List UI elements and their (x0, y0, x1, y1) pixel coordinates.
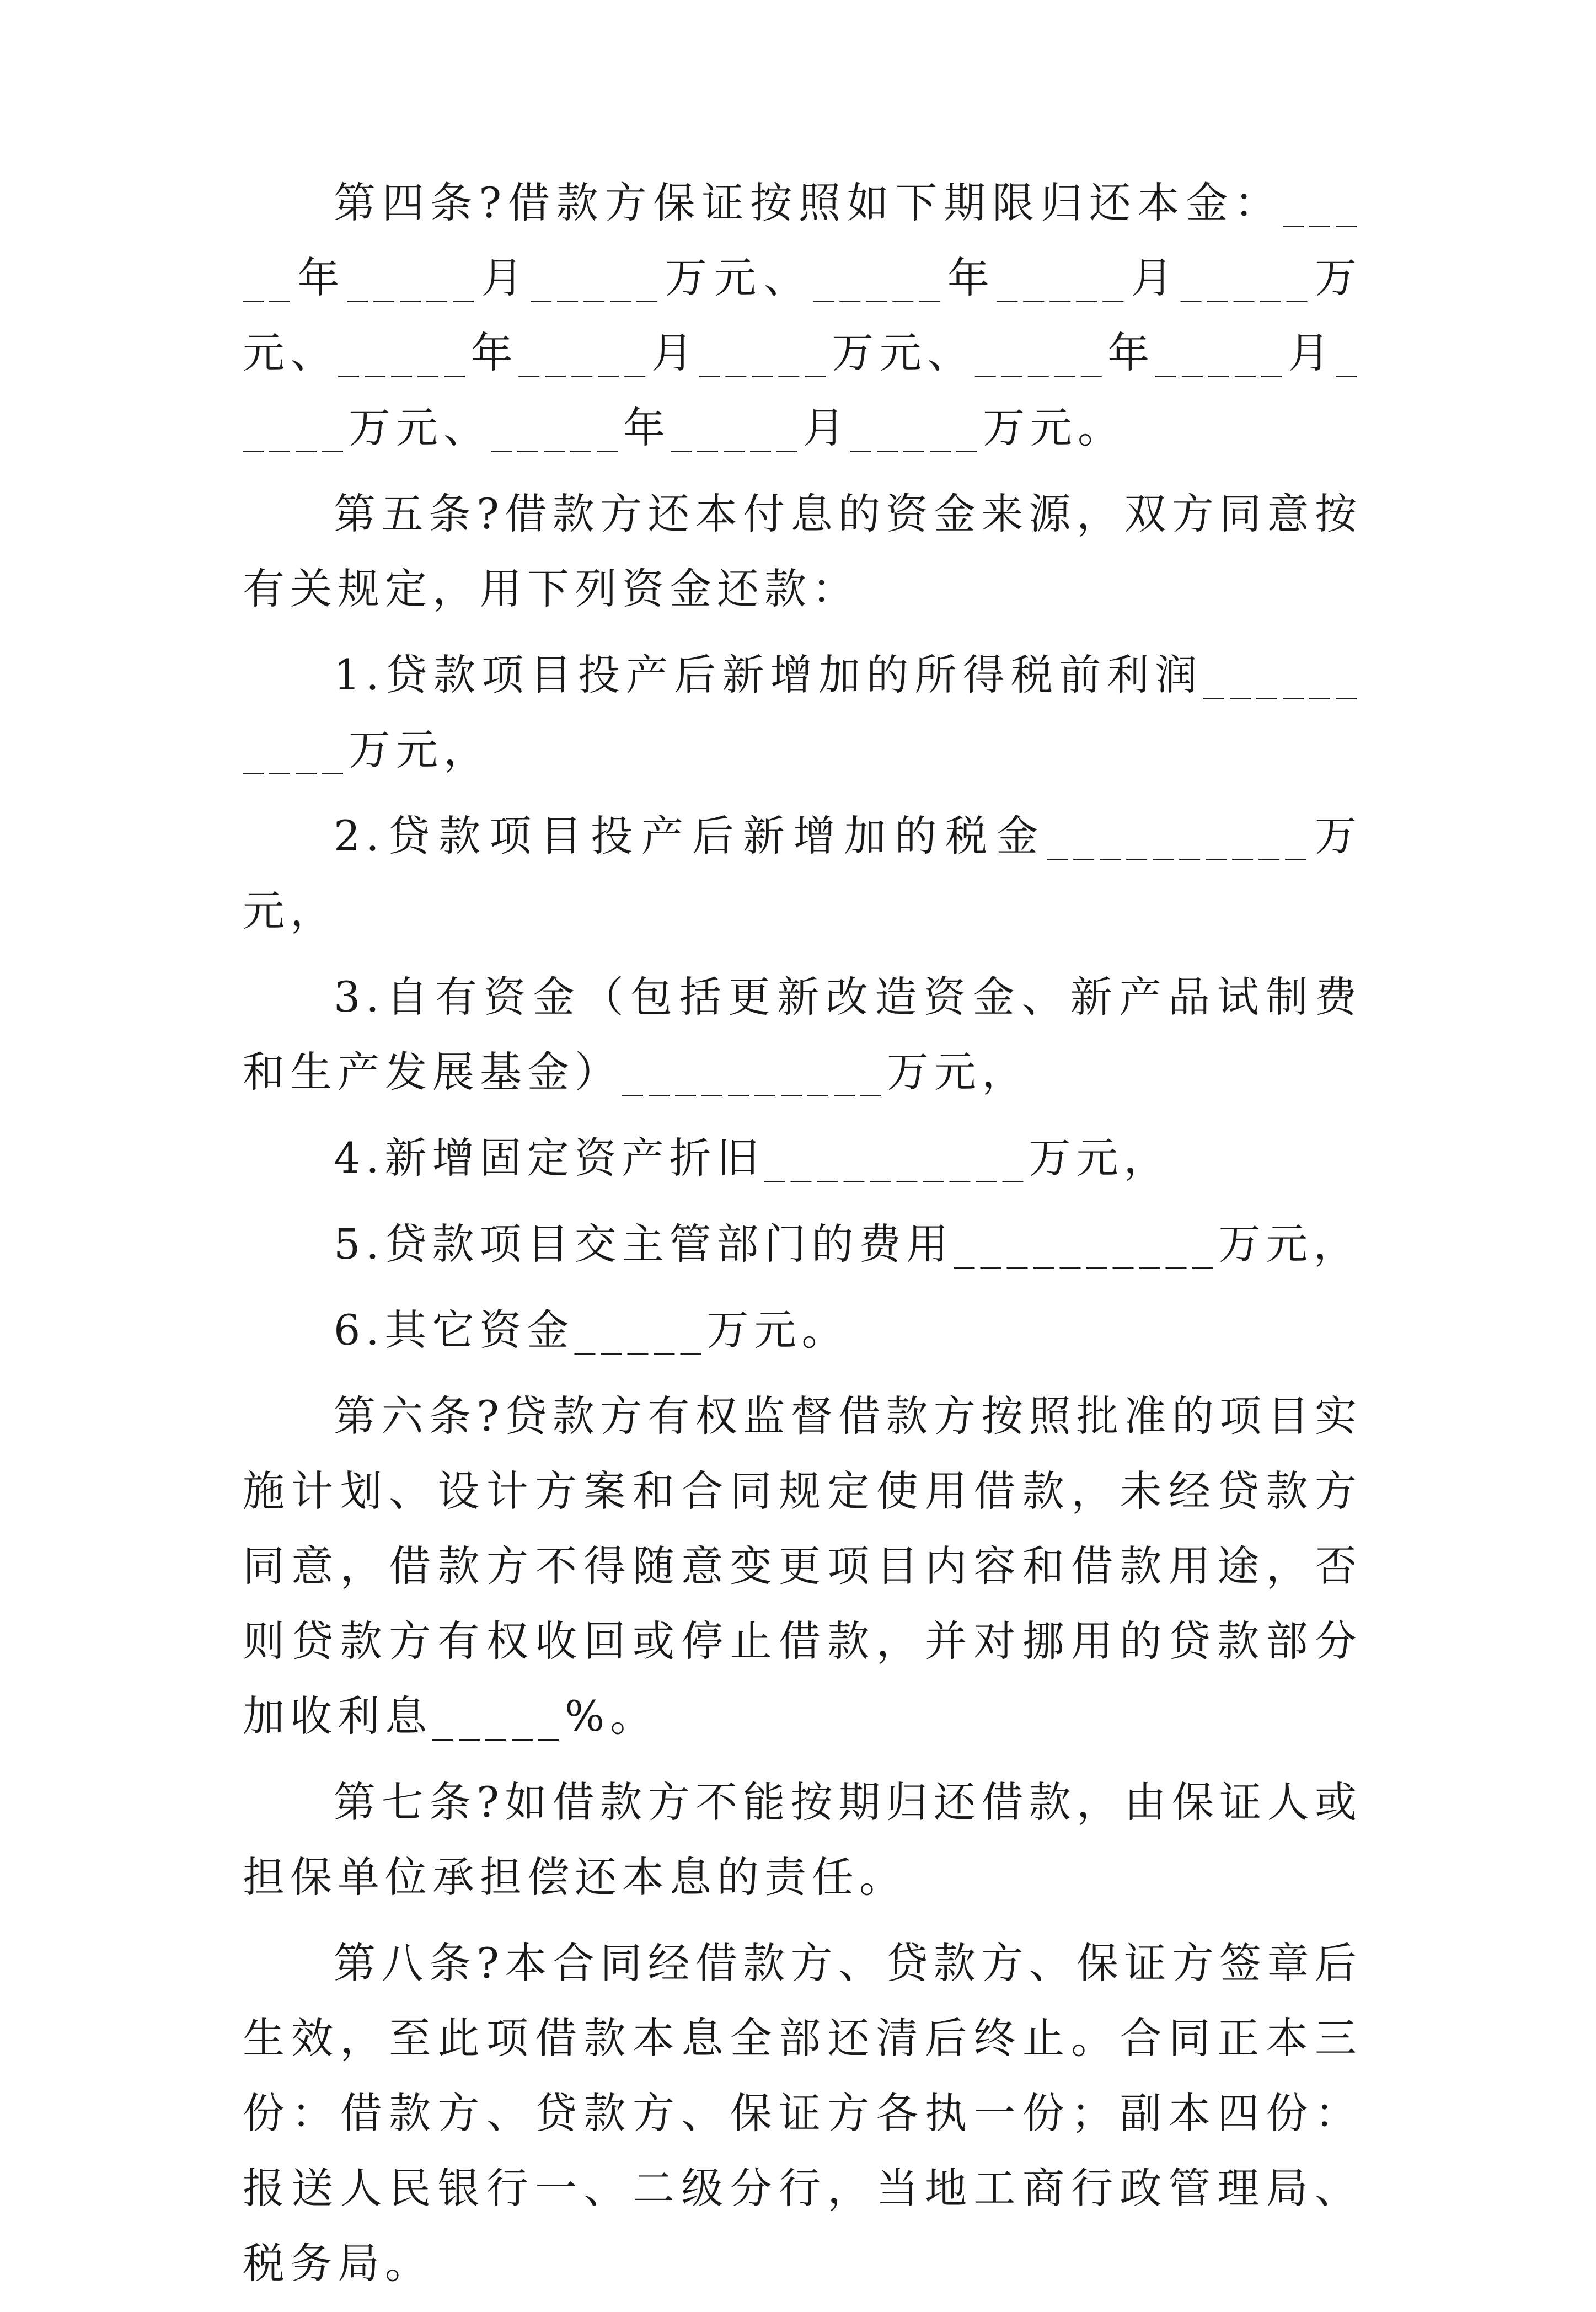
funding-item-5: 5.贷款项目交主管部门的费用__________万元， (334, 1219, 1361, 1269)
article-4-paragraph: 第四条?借款方保证按照如下期限归还本金：_____年_____月_____万元、_____年_____月_____万元、_____年_____月_____万元、_____年_____月_____万元、_____年_____月_____万元。 (243, 178, 1362, 452)
funding-item-2: 2.贷款项目投产后新增加的税金__________万元， (243, 811, 1362, 935)
document-page (243, 165, 1362, 2312)
article-8-paragraph: 第八条?本合同经借款方、贷款方、保证方签章后生效，至此项借款本息全部还清后终止。合同正本三份：借款方、贷款方、保证方各执一份；副本四份：报送人民银行一、二级分行，当地工商行政管理局、税务局。 (243, 1939, 1362, 2288)
funding-item-1: 1.贷款项目投产后新增加的所得税前利润__________万元， (243, 650, 1362, 774)
funding-item-3: 3.自有资金（包括更新改造资金、新产品试制费和生产发展基金）__________万元， (243, 972, 1362, 1096)
article-6-paragraph: 第六条?贷款方有权监督借款方按照批准的项目实施计划、设计方案和合同规定使用借款，未经贷款方同意，借款方不得随意变更项目内容和借款用途，否则贷款方有权收回或停止借款，并对挪用的贷款部分加收利息_____%。 (243, 1392, 1362, 1741)
funding-item-4: 4.新增固定资产折旧__________万元， (334, 1133, 1171, 1182)
article-7-paragraph: 第七条?如借款方不能按期归还借款，由保证人或担保单位承担偿还本息的责任。 (243, 1778, 1362, 1902)
article-5-paragraph: 第五条?借款方还本付息的资金来源，双方同意按有关规定，用下列资金还款： (243, 489, 1362, 613)
funding-item-6: 6.其它资金_____万元。 (334, 1305, 849, 1355)
